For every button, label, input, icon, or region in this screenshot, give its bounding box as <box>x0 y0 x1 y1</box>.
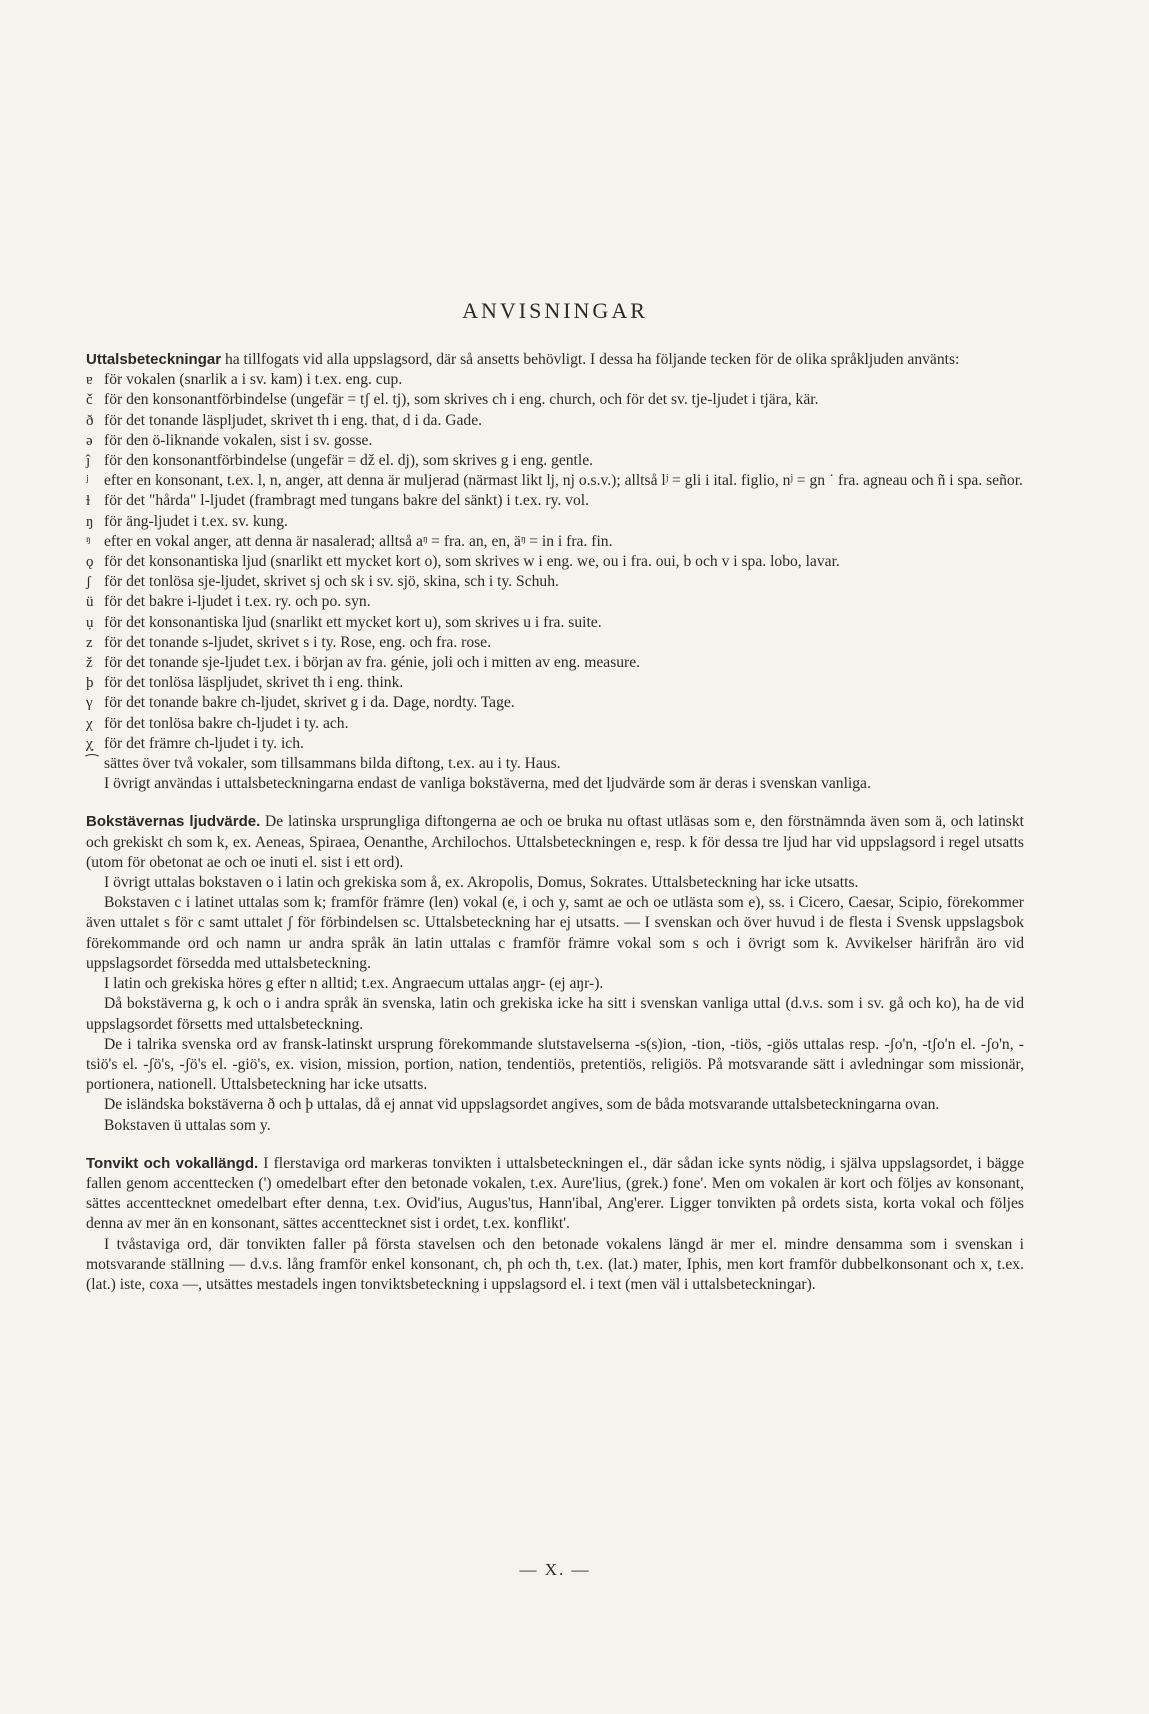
tonvikt-para-0 <box>86 1154 1024 1235</box>
body-text <box>86 350 1024 1295</box>
bokstav-heading: Bokstävernas ljudvärde. <box>86 813 261 831</box>
symbol-description: för den konsonantförbindelse (ungefär = dž el. dj), som skrives g i eng. gentle. <box>104 452 594 470</box>
symbol-description: för det tonande s-ljudet, skrivet s i ty. Rose, eng. och fra. rose. <box>104 633 492 651</box>
phonetic-symbol: þ <box>86 675 94 692</box>
symbol-row <box>86 754 1024 774</box>
tonvikt-para-1: I tvåstaviga ord, där tonvikten faller på första stavelsen och den betonade vokalens längd är mer el. mindre densamma som i svenskan i motsvarande ställning — d.v.s. lång framför enkel konsonant, ch, ph och th, t.ex. (lat.) mater, Iphis, men kort framför dubbelkonsonant och x, t.ex. (lat.) iste, coxa —, utsättes mestadels ingen tonviktsbeteckning i uppslagsord el. i text (men väl i uttalsbeteckningar). <box>86 1235 1024 1293</box>
phonetic-symbol: ᵑ <box>86 533 91 550</box>
symbol-row <box>86 512 1024 532</box>
bokstav-para-0-text: De latinska ursprungliga diftongerna ae och oe bruka nu oftast utläsas som e, den förstnämnda även som ä, och latinskt och grekiskt ch som k, ex. Aeneas, Spiraea, Oenanthe, Archilochos. Uttalsbeteckningen e, resp. k för dessa tre ljud har vid uppslagsord i regel utsatts (utom för obetonat ae och oe inuti el. sist i ett ord). <box>86 813 1024 871</box>
phonetic-symbol: č <box>86 392 93 409</box>
symbol-description: för det tonlösa sje-ljudet, skrivet sj och sk i sv. sjö, skina, sch i ty. Schuh. <box>104 573 559 591</box>
symbol-list <box>86 370 1024 774</box>
page-number: — X. — <box>519 1560 591 1579</box>
symbol-description: sättes över två vokaler, som tillsammans bilda diftong, t.ex. au i ty. Haus. <box>104 755 561 773</box>
phonetic-symbol: ụ <box>86 614 94 631</box>
symbol-description: för den konsonantförbindelse (ungefär = tʃ el. tj), som skrives ch i eng. church, och för det sv. tje-ljudet i tjära, kär. <box>104 391 819 409</box>
symbol-description: för det tonande bakre ch-ljudet, skrivet g i da. Dage, nordty. Tage. <box>104 694 515 712</box>
tonvikt-para-0-text: I flerstaviga ord markeras tonvikten i uttalsbeteckningen el., där sådan icke synts nödig, i själva uppslagsordet, i bägge fallen genom accenttecken (') omedelbart efter den betonade vokalen, t.ex. Aure'lius, (grek.) fone'. Men om vokalen är kort och följes av konsonant, sättes accenttecknet omedelbart efter denna, t.ex. Ovid'ius, Augus'tus, Hann'ibal, Ang'erer. Ligger tonvikten på ordets sista, korta vokal och följes denna av mer än en konsonant, sättes accenttecknet sist i ordet, t.ex. konflikt'. <box>86 1154 1025 1233</box>
bokstav-para-6: De isländska bokstäverna ð och þ uttalas, då ej annat vid uppslagsordet angives, som de båda motsvarande uttalsbeteckningarna ovan. <box>104 1096 940 1114</box>
symbol-description: för det "hårda" l-ljudet (frambragt med tungans bakre del sänkt) i t.ex. ry. vol. <box>104 492 590 510</box>
phonetic-symbol: ǫ <box>86 554 94 571</box>
page-title: ANVISNINGAR <box>462 298 648 323</box>
symbol-row <box>86 451 1024 471</box>
phonetic-symbol: ð <box>86 412 94 429</box>
phonetic-symbol: χ̣ <box>86 735 93 752</box>
tonvikt-heading: Tonvikt och vokallängd. <box>86 1154 259 1172</box>
symbol-description: för det bakre i-ljudet i t.ex. ry. och po. syn. <box>104 593 371 611</box>
symbol-row <box>86 693 1024 713</box>
uttal-closing: I övrigt användas i uttalsbeteckningarna endast de vanliga bokstäverna, med det ljudvärde som är deras i svenskan vanliga. <box>104 775 871 793</box>
symbol-row <box>86 734 1024 754</box>
section-uttal <box>86 350 1024 794</box>
bokstav-para-5: De i talrika svenska ord av fransk-latinskt ursprung förekommande slutstavelserna -s(s)ion, -tion, -tiös, -giös uttalas resp. -ʃo'n, -tʃo'n el. -ʃo'n, -tsiö's el. -ʃö's, -ʃö's el. -giö's, ex. vision, mission, portion, nation, tendentiös, pretentiös, religiös. På motsvarande sätt i avledningar som missionär, portionera, nationell. Uttalsbeteckning har icke utsatts. <box>86 1035 1024 1094</box>
section-bokstav <box>86 812 1024 1135</box>
phonetic-symbol: z <box>86 634 93 651</box>
section-tonvikt <box>86 1154 1024 1295</box>
uttal-intro <box>86 350 1024 370</box>
symbol-row <box>86 471 1024 491</box>
phonetic-symbol: ə <box>86 432 93 449</box>
bokstav-para-2: Bokstaven c i latinet uttalas som k; framför främre (len) vokal (e, i och y, samt ae och oe utlästa som e), ss. i Cicero, Caesar, Scipio, förekommer även uttalet s för c samt uttalet ʃ för förbindelsen sc. Uttalsbeteckning har ej utsatts. — I svenskan och över huvud i de flesta i Svensk uppslagsbok förekommande ord och namn ur andra språk än latin uttalas c framför främre vokal som s och i övrigt som k. Avvikelser härifrån äro vid uppslagsordet försedda med uttalsbeteckning. <box>86 894 1024 972</box>
bokstav-para-1: I övrigt uttalas bokstaven o i latin och grekiska som å, ex. Akropolis, Domus, Sokrates. Uttalsbeteckning har icke utsatts. <box>104 874 859 892</box>
symbol-row <box>86 552 1024 572</box>
symbol-row <box>86 633 1024 653</box>
symbol-row <box>86 613 1024 633</box>
symbol-description: för det tonlösa läspljudet, skrivet th i eng. think. <box>104 674 404 692</box>
phonetic-symbol: ⁀ <box>86 756 99 773</box>
symbol-description: för det tonande sje-ljudet t.ex. i början av fra. génie, joli och i mitten av eng. measure. <box>104 654 641 672</box>
symbol-row <box>86 491 1024 511</box>
symbol-row <box>86 653 1024 673</box>
symbol-row <box>86 592 1024 612</box>
symbol-description: för äng-ljudet i t.ex. sv. kung. <box>104 512 288 530</box>
symbol-row <box>86 431 1024 451</box>
phonetic-symbol: ʃ <box>86 574 91 591</box>
uttal-heading: Uttalsbeteckningar <box>86 351 222 368</box>
symbol-description: för den ö-liknande vokalen, sist i sv. gosse. <box>104 431 373 449</box>
bokstav-para-0 <box>86 812 1024 873</box>
symbol-description: efter en vokal anger, att denna är nasalerad; alltså aᵑ = fra. an, en, äᵑ = in i fra. fin. <box>104 532 613 550</box>
symbol-description: för det konsonantiska ljud (snarlikt ett mycket kort o), som skrives w i eng. we, ou i fra. oui, b och v i spa. lobo, lavar. <box>104 553 840 571</box>
bokstav-para-3: I latin och grekiska höres g efter n alltid; t.ex. Angraecum uttalas aŋgr- (ej aŋr-). <box>104 975 604 993</box>
symbol-row <box>86 532 1024 552</box>
phonetic-symbol: χ <box>86 715 93 732</box>
phonetic-symbol: ĵ <box>86 453 91 470</box>
phonetic-symbol: γ <box>86 695 93 712</box>
uttal-intro-text: ha tillfogats vid alla uppslagsord, där så ansetts behövligt. I dessa ha följande tecken för de olika språkljuden använts: <box>221 351 960 368</box>
symbol-description: för det tonlösa bakre ch-ljudet i ty. ach. <box>104 714 349 732</box>
symbol-description: för det främre ch-ljudet i ty. ich. <box>104 734 304 752</box>
phonetic-symbol: ü <box>86 594 94 611</box>
symbol-row <box>86 714 1024 734</box>
symbol-row <box>86 411 1024 431</box>
bokstav-para-7: Bokstaven ü uttalas som y. <box>104 1116 271 1134</box>
symbol-description: efter en konsonant, t.ex. l, n, anger, att denna är muljerad (närmast likt lj, nj o.s.v.); alltså lʲ = gli i ital. figlio, nʲ = gn ˙ fra. agneau och ñ i spa. señor. <box>104 472 1023 490</box>
bokstav-para-4: Då bokstäverna g, k och o i andra språk än svenska, latin och grekiska icke ha sitt i svenskan vanliga uttal (d.v.s. som i sv. gå och ko), ha de vid uppslagsordet försetts med uttalsbeteckning. <box>86 995 1024 1033</box>
phonetic-symbol: ɐ <box>86 372 93 389</box>
phonetic-symbol: ʲ <box>86 473 89 490</box>
symbol-description: för vokalen (snarlik a i sv. kam) i t.ex. eng. cup. <box>104 371 403 389</box>
phonetic-symbol: ŋ <box>86 513 94 530</box>
phonetic-symbol: ž <box>86 655 93 672</box>
symbol-description: för det tonande läspljudet, skrivet th i eng. that, d i da. Gade. <box>104 411 483 429</box>
symbol-row <box>86 370 1024 390</box>
phonetic-symbol: ɫ <box>86 493 91 510</box>
symbol-row <box>86 390 1024 410</box>
symbol-row <box>86 673 1024 693</box>
symbol-description: för det konsonantiska ljud (snarlikt ett mycket kort u), som skrives u i fra. suite. <box>104 613 602 631</box>
symbol-row <box>86 572 1024 592</box>
